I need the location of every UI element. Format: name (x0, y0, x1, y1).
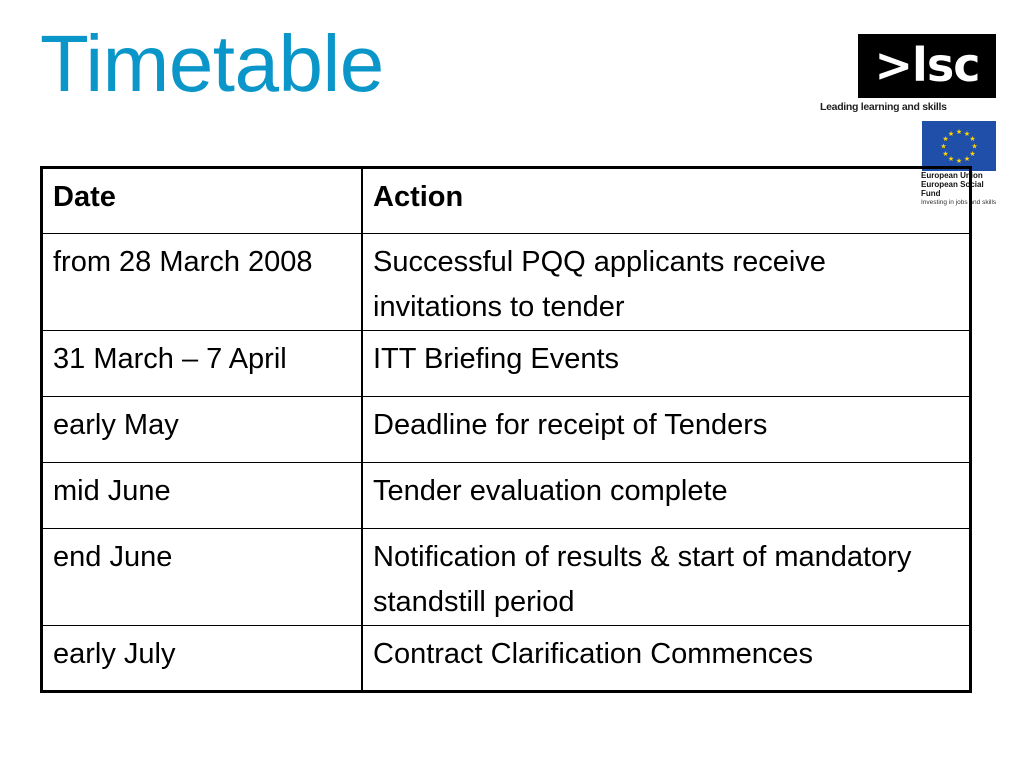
table-row (42, 529, 971, 626)
svg-text:★: ★ (940, 142, 947, 151)
svg-text:★: ★ (963, 155, 971, 163)
row-date: from 28 March 2008 (42, 234, 363, 331)
row-date: mid June (42, 463, 363, 529)
eu-line-2: European Social Fund (921, 180, 984, 198)
svg-text:★: ★ (955, 157, 963, 165)
header-action: Action (362, 168, 971, 234)
svg-text:★: ★ (963, 130, 971, 138)
eu-line-3: Investing in jobs and skills (921, 199, 997, 206)
row-action: ITT Briefing Events (362, 331, 971, 397)
lsc-tagline: Leading learning and skills (820, 101, 947, 113)
svg-text:★: ★ (969, 135, 976, 143)
table-row (42, 397, 971, 463)
row-date: end June (42, 529, 363, 626)
row-date: 31 March – 7 April (42, 331, 363, 397)
svg-text:★: ★ (947, 130, 955, 138)
svg-text:★: ★ (947, 155, 955, 163)
row-action: Tender evaluation complete (362, 463, 971, 529)
row-action: Deadline for receipt of Tenders (362, 397, 971, 463)
svg-text:★: ★ (942, 150, 949, 158)
table-row (42, 234, 971, 331)
svg-text:★: ★ (971, 142, 978, 151)
row-date: early May (42, 397, 363, 463)
table-header-row (42, 168, 971, 234)
eu-line-1: European Union (921, 171, 983, 180)
svg-text:★: ★ (969, 150, 976, 158)
timetable-table (40, 166, 972, 693)
table-row (42, 331, 971, 397)
row-action: Notification of results & start of mandatory standstill period (362, 529, 971, 626)
eu-flag-icon (922, 121, 996, 171)
row-action: Successful PQQ applicants receive invitations to tender (362, 234, 971, 331)
svg-text:★: ★ (955, 128, 963, 136)
slide-title: Timetable (40, 19, 384, 108)
svg-text:★: ★ (942, 135, 949, 143)
header-date: Date (42, 168, 363, 234)
lsc-logo: >lsc (858, 34, 996, 98)
table-row (42, 463, 971, 529)
table-row (42, 626, 971, 692)
row-action: Contract Clarification Commences (362, 626, 971, 692)
row-date: early July (42, 626, 363, 692)
